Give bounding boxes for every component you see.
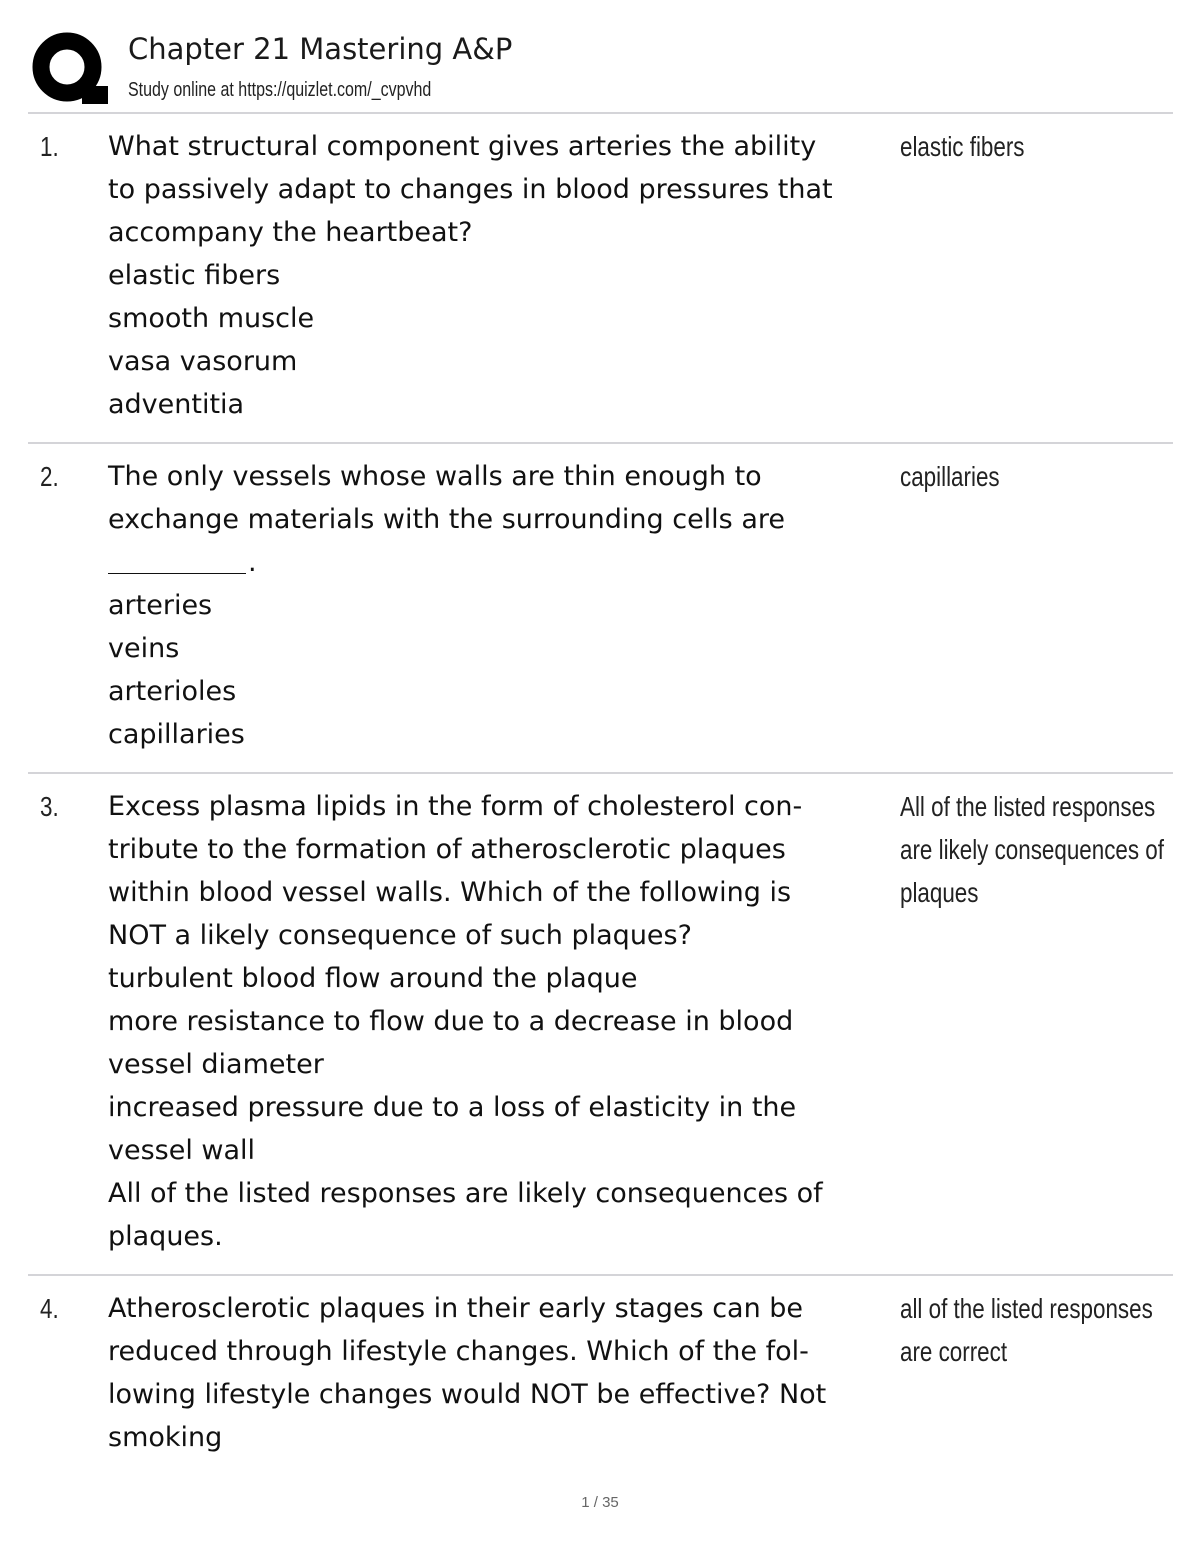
term-line: tribute to the formation of atherosclerotic plaques — [108, 834, 786, 865]
card-number: 1. — [40, 131, 59, 162]
definition-line: are likely consequences of — [900, 834, 1164, 865]
answer-option: vessel diameter — [108, 1049, 324, 1080]
divider — [28, 442, 1173, 444]
definition-line: capillaries — [900, 461, 1000, 492]
answer-option: adventitia — [108, 389, 245, 420]
blank-underline — [108, 573, 246, 574]
answer-option: arteries — [108, 590, 213, 621]
answer-option: elastic fibers — [108, 260, 281, 291]
definition-line: elastic fibers — [900, 131, 1025, 162]
blank-suffix: . — [248, 547, 257, 578]
term-line: within blood vessel walls. Which of the following is — [108, 877, 792, 908]
term-line: The only vessels whose walls are thin enough to — [108, 461, 762, 492]
term-line: reduced through lifestyle changes. Which of the fol- — [108, 1336, 809, 1367]
definition-line: are correct — [900, 1336, 1008, 1367]
term-line: NOT a likely consequence of such plaques? — [108, 920, 692, 951]
term-line: What structural component gives arteries the ability — [108, 131, 817, 162]
document-header — [30, 30, 1175, 110]
term-line: to passively adapt to changes in blood pressures that — [108, 174, 833, 205]
study-online-link[interactable]: Study online at https://quizlet.com/_cvpvhd — [128, 79, 432, 101]
page-number: 1 / 35 — [581, 1494, 619, 1511]
card-term — [108, 1287, 908, 1459]
answer-option: capillaries — [108, 719, 245, 750]
answer-option: All of the listed responses are likely consequences of — [108, 1178, 823, 1209]
term-line: accompany the heartbeat? — [108, 217, 473, 248]
divider — [28, 112, 1173, 114]
card-term — [108, 785, 908, 1258]
answer-option: vasa vasorum — [108, 346, 298, 377]
divider — [28, 1274, 1173, 1276]
answer-option: vessel wall — [108, 1135, 256, 1166]
definition-line: all of the listed responses — [900, 1293, 1153, 1324]
term-line: Atherosclerotic plaques in their early stages can be — [108, 1293, 804, 1324]
answer-option: smooth muscle — [108, 303, 315, 334]
answer-option: arterioles — [108, 676, 237, 707]
definition-line: plaques — [900, 877, 979, 908]
card-number: 3. — [40, 791, 59, 822]
answer-option: more resistance to flow due to a decrease in blood — [108, 1006, 794, 1037]
definition-line: All of the listed responses — [900, 791, 1156, 822]
term-line: lowing lifestyle changes would NOT be effective? Not — [108, 1379, 827, 1410]
card-number: 2. — [40, 461, 59, 492]
term-line: Excess plasma lipids in the form of cholesterol con- — [108, 791, 803, 822]
quizlet-logo-icon — [30, 30, 108, 108]
answer-option: veins — [108, 633, 180, 664]
card-definition — [900, 125, 1164, 168]
term-line: exchange materials with the surrounding cells are — [108, 504, 785, 535]
card-number: 4. — [40, 1293, 59, 1324]
fill-in-blank — [108, 541, 908, 584]
answer-option: plaques. — [108, 1221, 223, 1252]
card-definition — [900, 455, 1164, 498]
answer-option: increased pressure due to a loss of elasticity in the — [108, 1092, 797, 1123]
document-title: Chapter 21 Mastering A&P — [128, 32, 513, 66]
answer-option: turbulent blood flow around the plaque — [108, 963, 638, 994]
term-line: smoking — [108, 1422, 223, 1453]
card-term — [108, 455, 908, 756]
card-definition — [900, 1287, 1164, 1373]
divider — [28, 772, 1173, 774]
card-definition — [900, 785, 1164, 914]
card-term — [108, 125, 908, 426]
